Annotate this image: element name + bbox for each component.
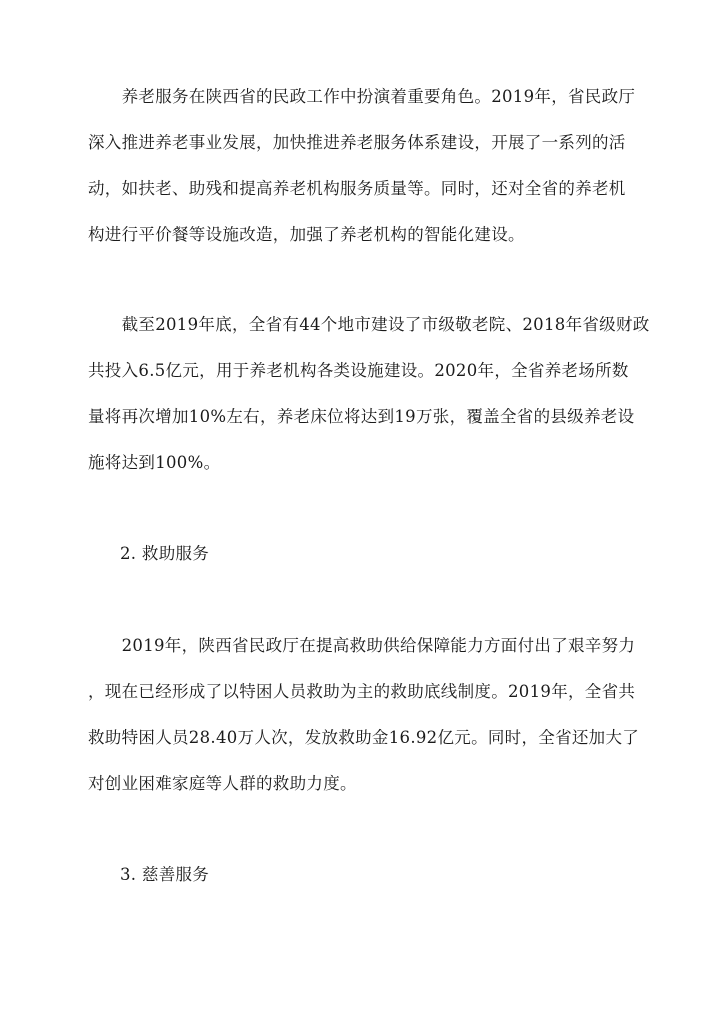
text-line: 养老服务在陕西省的民政工作中扮演着重要角色。2019年，省民政厅 bbox=[88, 87, 636, 106]
text-line: 共投入6.5亿元，用于养老机构各类设施建设。2020年，全省养老场所数 bbox=[88, 361, 629, 380]
paragraph-elderly-stats bbox=[88, 302, 650, 486]
text-line: 截至2019年底，全省有44个地市建设了市级敬老院、2018年省级财政 bbox=[88, 315, 650, 334]
text-line: 量将再次增加10%左右，养老床位将达到19万张，覆盖全省的县级养老设 bbox=[88, 407, 635, 426]
text-line: 动，如扶老、助残和提高养老机构服务质量等。同时，还对全省的养老机 bbox=[88, 179, 626, 198]
section-heading-charity: 3. 慈善服务 bbox=[120, 865, 210, 884]
text-line: 2019年，陕西省民政厅在提高救助供给保障能力方面付出了艰辛努力 bbox=[88, 636, 636, 655]
text-line: 施将达到100%。 bbox=[88, 453, 221, 472]
text-line: ，现在已经形成了以特困人员救助为主的救助底线制度。2019年，全省共 bbox=[88, 682, 636, 701]
text-line: 构进行平价餐等设施改造，加强了养老机构的智能化建设。 bbox=[88, 225, 525, 244]
paragraph-elderly-care bbox=[88, 74, 636, 258]
section-heading-rescue: 2. 救助服务 bbox=[120, 544, 210, 563]
text-line: 对创业困难家庭等人群的救助力度。 bbox=[88, 774, 357, 793]
text-line: 救助特困人员28.40万人次，发放救助金16.92亿元。同时，全省还加大了 bbox=[88, 728, 640, 747]
text-line: 深入推进养老事业发展，加快推进养老服务体系建设，开展了一系列的活 bbox=[88, 133, 626, 152]
paragraph-rescue bbox=[88, 623, 640, 807]
